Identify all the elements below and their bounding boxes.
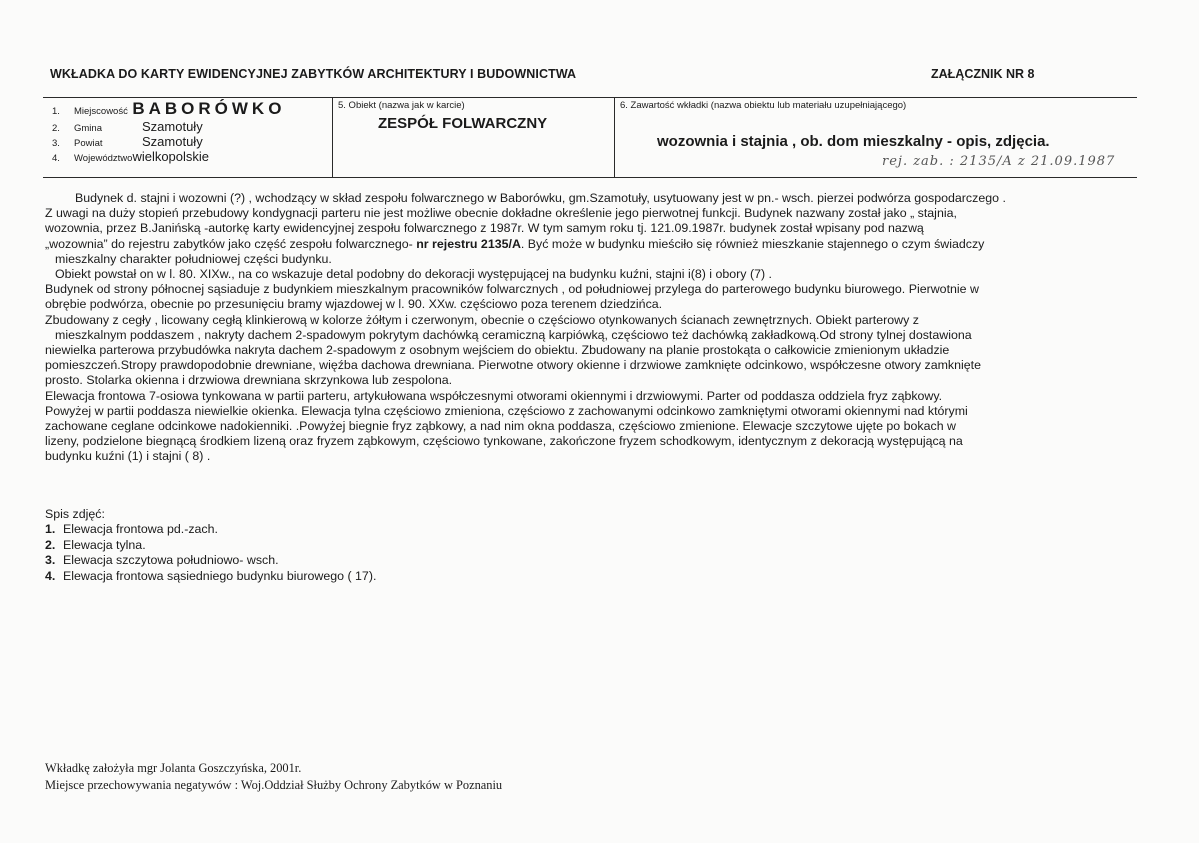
location-row-powiat xyxy=(52,133,285,148)
footer-negatives-location: Miejsce przechowywania negatywów : Woj.Oddział Służby Ochrony Zabytków w Poznaniu xyxy=(45,777,503,792)
description-line: Powyżej w partii poddasza niewielkie okienka. Elewacja tylna częściowo zmieniona, częściowo z zachowanymi odcinkowo zamkniętymi otworami okiennymi nad którymi xyxy=(45,403,968,418)
gmina-label: Gmina xyxy=(74,123,102,134)
object-name: ZESPÓŁ FOLWARCZNY xyxy=(378,115,548,132)
row-number: 3. xyxy=(52,138,60,149)
description-line: Budynek od strony północnej sąsiaduje z budynkiem mieszkalnym pracowników folwarcznych , od południowej przylega do parterowego budynku biurowego. Pierwotnie w xyxy=(45,282,979,297)
wojewodztwo-value: wielkopolskie xyxy=(132,149,210,164)
column-divider-2 xyxy=(614,97,615,177)
wojewodztwo-label: Województwo xyxy=(74,153,133,164)
location-row-miejscowosc xyxy=(52,99,285,118)
register-suffix: . Być może w budynku mieściło się również mieszkanie stajennego o czym świadczy xyxy=(520,236,985,251)
description-line: Budynek d. stajni i wozowni (?) , wchodzący w skład zespołu folwarcznego w Baborówku, gm.Szamotuły, usytuowany jest w pn.- wsch. pierzei podwórza gospodarczego . xyxy=(75,191,1006,205)
powiat-label: Powiat xyxy=(74,138,103,149)
photo-list-item xyxy=(45,553,376,568)
footer-author: Wkładkę założyła mgr Jolanta Goszczyńska, 2001r. xyxy=(45,761,302,775)
photo-list xyxy=(45,507,376,584)
photo-number: 1. xyxy=(45,522,56,537)
location-block xyxy=(52,99,285,163)
location-row-wojewodztwo xyxy=(52,148,285,163)
description-line: obrębie podwórza, obecnie po przesunięciu bramy wjazdowej w l. 90. XXw. częściowo poza terenem dziedzińca. xyxy=(45,297,663,312)
photo-caption: Elewacja tylna. xyxy=(63,537,146,552)
row-number: 2. xyxy=(52,123,60,134)
gmina-value: Szamotuły xyxy=(142,119,203,134)
handwritten-register-note: rej. zab. : 2135/A z 21.09.1987 xyxy=(882,154,1116,169)
description-line: niewielka parterowa przybudówka nakryta dachem 2-spadowym z osobnym wejściem do obiektu. Zbudowany na planie prostokąta o całkowicie zmienionym układzie xyxy=(45,343,950,358)
description-line: mieszkalny charakter południowej części budynku. xyxy=(55,251,332,266)
photo-list-heading: Spis zdjęć: xyxy=(45,507,105,521)
description-line-register xyxy=(45,237,1145,252)
column-divider-1 xyxy=(332,97,333,177)
photo-list-item xyxy=(45,522,376,537)
register-prefix: „wozownia” do rejestru zabytków jako część zespołu folwarcznego- xyxy=(45,236,417,251)
photo-number: 3. xyxy=(45,553,56,568)
footer xyxy=(45,760,502,793)
description-line: prosto. Stolarka okienna i drzwiowa drewniana skrzynkowa lub zespolona. xyxy=(45,373,453,388)
description-line: pomieszczeń.Stropy prawdopodobnie drewniane, więźba dachowa drewniana. Pierwotne otwory okienne i drzwiowe zamknięte odcinkowo, współczesne otwory zamknięte xyxy=(45,358,981,373)
header-top-rule xyxy=(43,97,1137,98)
miejscowosc-label: Miejscowość xyxy=(74,106,128,117)
description-line: lizeny, podzielone biegnącą środkiem lizeną oraz fryzem ząbkowym, częściowo tynkowane, zakończone fryzem schodkowym, identycznym z dekoracją występującą na xyxy=(45,434,963,449)
document-title: WKŁADKA DO KARTY EWIDENCYJNEJ ZABYTKÓW ARCHITEKTURY I BUDOWNICTWA xyxy=(50,67,577,81)
description-line: mieszkalnym poddaszem , nakryty dachem 2-spadowym pokrytym dachówką ceramiczną karpiówką, częściowo też dachówką zakładkową.Od strony tylnej dostawiona xyxy=(55,327,972,342)
insert-content-value: wozownia i stajnia , ob. dom mieszkalny - opis, zdjęcia. xyxy=(657,133,1050,150)
row-number: 1. xyxy=(52,106,60,117)
photo-number: 2. xyxy=(45,537,56,552)
object-label: 5. Obiekt (nazwa jak w karcie) xyxy=(338,100,465,111)
header-bottom-rule xyxy=(43,177,1137,178)
description-line: Obiekt powstał on w l. 80. XIXw., na co wskazuje detal podobny do dekoracji występującej na budynku kuźni, stajni i(8) i obory (7) . xyxy=(55,267,772,282)
description-line: Elewacja frontowa 7-osiowa tynkowana w partii parteru, artykułowana współczesnymi otworami okiennymi i drzwiowymi. Parter od poddasza oddziela fryz ząbkowy. xyxy=(45,388,943,403)
description-line: budynku kuźni (1) i stajni ( 8) . xyxy=(45,449,211,464)
location-row-gmina xyxy=(52,118,285,133)
photo-number: 4. xyxy=(45,568,56,583)
insert-content-label: 6. Zawartość wkładki (nazwa obiektu lub materiału uzupełniającego) xyxy=(620,100,907,111)
powiat-value: Szamotuły xyxy=(142,134,203,149)
row-number: 4. xyxy=(52,153,60,164)
register-number: nr rejestru 2135/A xyxy=(416,236,521,251)
photo-list-item xyxy=(45,569,376,584)
annex-number: ZAŁĄCZNIK NR 8 xyxy=(931,67,1035,81)
description-line: zachowane ceglane odcinkowe nadokienniki. .Powyżej biegnie fryz ząbkowy, a nad nim okna poddasza, częściowo zmienione. Elewacje szczytowe ujęte po bokach w xyxy=(45,419,956,434)
description-line: Z uwagi na duży stopień przebudowy kondygnacji parteru nie jest możliwe obecnie dokładne określenie jego pierwotnej funkcji. Budynek nazwany został jako „ stajnia, xyxy=(45,206,957,221)
photo-list-item xyxy=(45,538,376,553)
description-line: wozownia, przez B.Janińską -autorkę karty ewidencyjnej zespołu folwarcznego z 1987r. W tym samym roku tj. 121.09.1987r. budynek został wpisany pod nazwą xyxy=(45,221,924,236)
photo-caption: Elewacja szczytowa południowo- wsch. xyxy=(63,553,279,568)
description-line: Zbudowany z cegły , licowany cegłą klinkierową w kolorze żółtym i czerwonym, obecnie o częściowo otynkowanych ścianach zewnętrznych. Obiekt parterowy z xyxy=(45,312,919,327)
photo-caption: Elewacja frontowa sąsiedniego budynku biurowego ( 17). xyxy=(63,568,377,583)
miejscowosc-value: BABORÓWKO xyxy=(132,99,286,118)
photo-caption: Elewacja frontowa pd.-zach. xyxy=(63,522,218,537)
description-body xyxy=(45,191,1145,465)
